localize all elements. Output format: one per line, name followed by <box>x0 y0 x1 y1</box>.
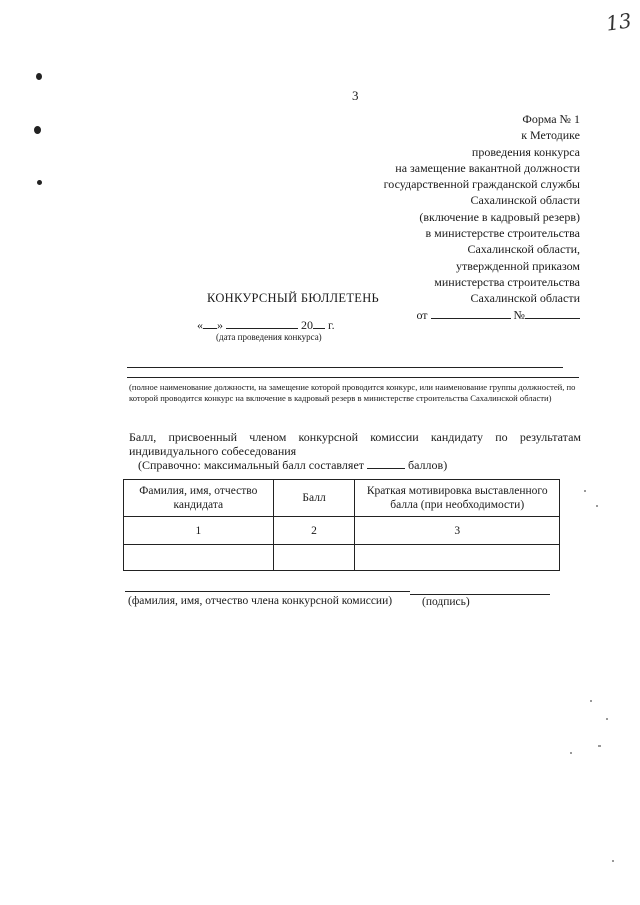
header-candidate-name: Фамилия, имя, отчество кандидата <box>124 480 274 517</box>
order-date-number-line <box>320 307 580 323</box>
column-number: 2 <box>273 517 355 545</box>
binder-hole-mark <box>37 180 42 185</box>
quote-open: « <box>197 318 203 332</box>
reference-text-end: баллов) <box>408 458 448 472</box>
binder-hole-mark <box>34 126 41 134</box>
form-header-line: Форма № 1 <box>522 112 580 126</box>
order-date-blank[interactable] <box>431 308 511 319</box>
date-caption: (дата проведения конкурса) <box>216 332 322 342</box>
reference-text: (Справочно: максимальный балл составляет <box>138 458 365 472</box>
binder-hole-mark <box>36 73 42 80</box>
table-row <box>124 545 560 571</box>
scan-speck <box>596 505 598 507</box>
form-header-line: (включение в кадровый резерв) <box>419 209 580 224</box>
form-header-line: государственной гражданской службы <box>383 177 580 192</box>
motivation-cell[interactable] <box>355 545 560 571</box>
form-header-line: в министерстве строительства <box>425 226 580 241</box>
table-header-row <box>124 480 560 517</box>
form-header-line: Сахалинской области, <box>467 242 580 257</box>
document-title: КОНКУРСНЫЙ БЮЛЛЕТЕНЬ <box>207 291 380 305</box>
score-cell[interactable] <box>273 545 355 571</box>
member-name-line[interactable] <box>125 591 410 592</box>
score-paragraph: Балл, присвоенный членом конкурсной комиссии кандидату по результатам индивидуального собеседования <box>129 430 581 458</box>
max-score-blank[interactable] <box>367 458 405 469</box>
signature-line[interactable] <box>410 594 550 595</box>
position-caption: (полное наименование должности, на замещение которой проводится конкурс, или наименование группы должностей, по которой проводится конкурс на включение в кадровый резерв в министерстве строительства Сахалинской области) <box>129 382 576 404</box>
scan-speck <box>590 700 592 702</box>
scan-speck <box>584 490 586 492</box>
form-header-line: проведения конкурса <box>471 144 580 159</box>
scan-speck <box>598 745 601 747</box>
form-header-line: на замещение вакантной должности <box>395 160 580 175</box>
scan-speck <box>606 718 608 720</box>
column-number: 3 <box>355 517 560 545</box>
form-header-line: министерства строительства <box>434 274 580 289</box>
month-blank[interactable] <box>226 318 298 329</box>
signature-caption: (подпись) <box>422 596 470 608</box>
year-suffix: г. <box>328 318 335 332</box>
max-score-reference <box>138 458 447 473</box>
form-header-line: Сахалинской области <box>470 291 580 306</box>
number-label: № <box>513 307 525 322</box>
page-number: 3 <box>352 88 359 103</box>
from-label: от <box>416 307 428 322</box>
position-line[interactable] <box>127 367 563 368</box>
score-table <box>123 479 560 571</box>
column-number: 1 <box>124 517 274 545</box>
order-number-blank[interactable] <box>525 308 580 319</box>
form-header-line: утвержденной приказом <box>455 258 580 273</box>
candidate-name-cell[interactable] <box>124 545 274 571</box>
scan-speck <box>612 860 614 862</box>
contest-date-line <box>197 318 335 333</box>
table-row <box>124 517 560 545</box>
scan-speck <box>570 752 572 754</box>
header-motivation: Краткая мотивировка выставленного балла (при необходимости) <box>355 480 560 517</box>
form-header-line: к Методике <box>521 128 580 143</box>
position-line[interactable] <box>127 377 579 378</box>
header-score: Балл <box>273 480 355 517</box>
year-blank[interactable] <box>313 318 325 329</box>
handwritten-page-number: 13 <box>604 8 633 36</box>
day-blank[interactable] <box>203 318 217 329</box>
quote-close: » <box>217 318 223 332</box>
form-header-line: Сахалинской области <box>470 193 580 208</box>
member-name-caption: (фамилия, имя, отчество члена конкурсной комиссии) <box>128 595 393 607</box>
year-prefix: 20 <box>301 318 313 332</box>
